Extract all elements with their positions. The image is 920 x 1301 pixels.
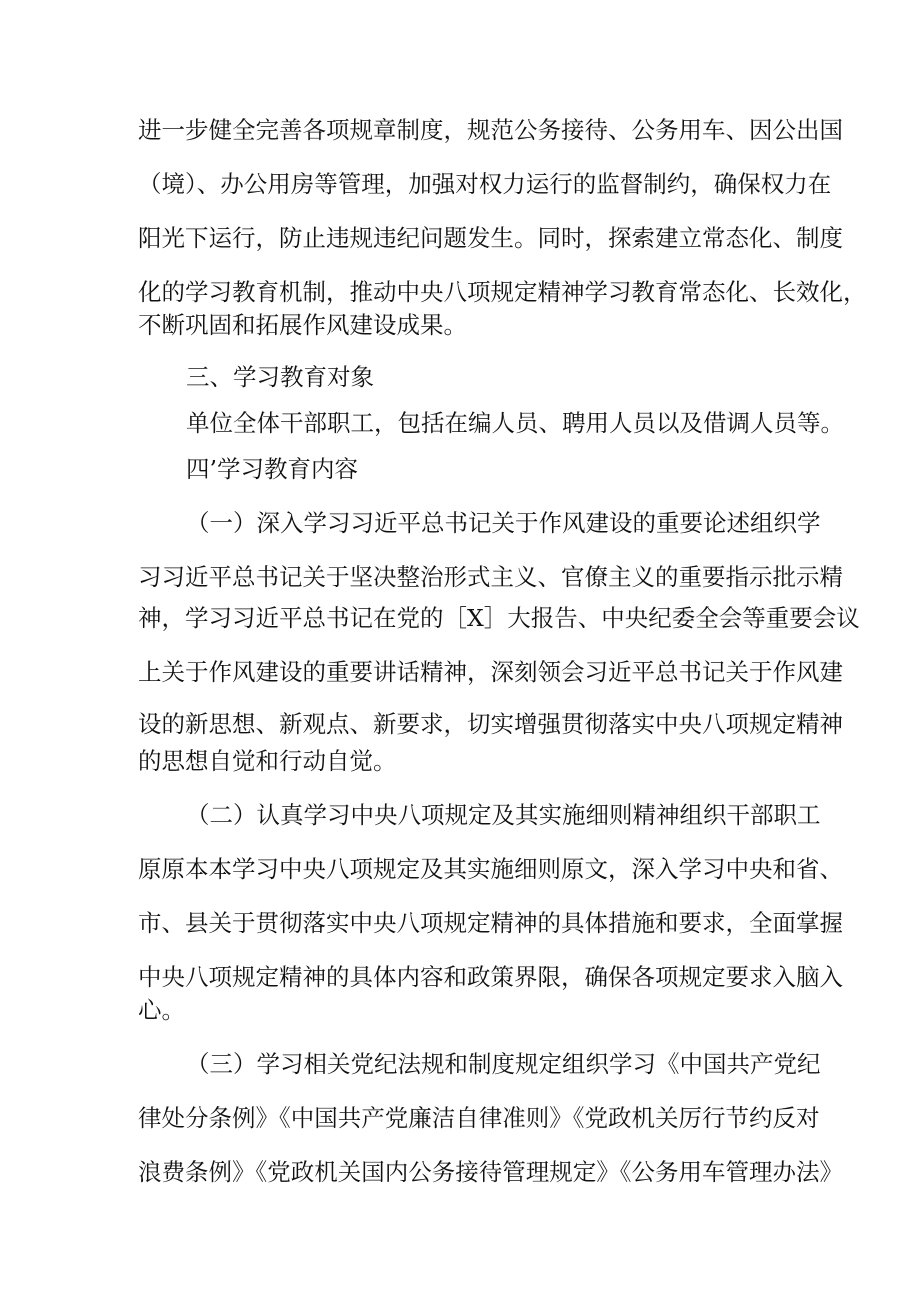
- body-text-line: 市、县关于贯彻落实中央八项规定精神的具体措施和要求，全面掌握: [138, 909, 843, 937]
- body-text-line: （境）、办公用房等管理，加强对权力运行的监督制约，确保权力在: [138, 170, 832, 198]
- subsection-heading: （一）深入学习习近平总书记关于作风建设的重要论述组织学: [186, 509, 821, 537]
- body-text-line: 心。: [138, 996, 185, 1024]
- body-text-line: 单位全体干部职工，包括在编人员、聘用人员以及借调人员等。: [186, 409, 844, 437]
- section-heading: 四’学习教育内容: [186, 455, 358, 483]
- body-text-line: 浪费条例》《党政机关国内公务接待管理规定》《公务用车管理办法》: [138, 1158, 843, 1186]
- body-text-line: 上关于作风建设的重要讲话精神，深刻领会习近平总书记关于作风建: [138, 658, 843, 686]
- body-text-line: 律处分条例》《中国共产党廉洁自律准则》《党政机关厉行节约反对: [138, 1104, 820, 1132]
- body-text-line: 习习近平总书记关于坚决整治形式主义、官僚主义的重要指示批示精: [138, 563, 843, 591]
- body-text-line: 中央八项规定精神的具体内容和政策界限，确保各项规定要求入脑入: [138, 963, 843, 991]
- body-text-line: 设的新思想、新观点、新要求，切实增强贯彻落实中央八项规定精神: [138, 710, 843, 738]
- body-text-line: 原原本本学习中央八项规定及其实施细则原文，深入学习中央和省、: [138, 855, 843, 883]
- body-text-line: 进一步健全完善各项规章制度，规范公务接待、公务用车、因公出国: [138, 116, 843, 144]
- body-text-line: 神，学习习近平总书记在党的［X］大报告、中央纪委全会等重要会议: [138, 604, 860, 632]
- body-text-line: 的思想自觉和行动自觉。: [138, 747, 397, 775]
- subsection-heading: （三）学习相关党纪法规和制度规定组织学习《中国共产党纪: [186, 1050, 821, 1078]
- body-text-line: 化的学习教育机制，推动中央八项规定精神学习教育常态化、长效化，: [138, 278, 867, 306]
- subsection-heading: （二）认真学习中央八项规定及其实施细则精神组织干部职工: [186, 801, 821, 829]
- section-heading: 三、学习教育对象: [186, 363, 374, 391]
- body-text-line: 不断巩固和拓展作风建设成果。: [138, 311, 467, 339]
- body-text-line: 阳光下运行，防止违规违纪问题发生。同时，探索建立常态化、制度: [138, 224, 843, 252]
